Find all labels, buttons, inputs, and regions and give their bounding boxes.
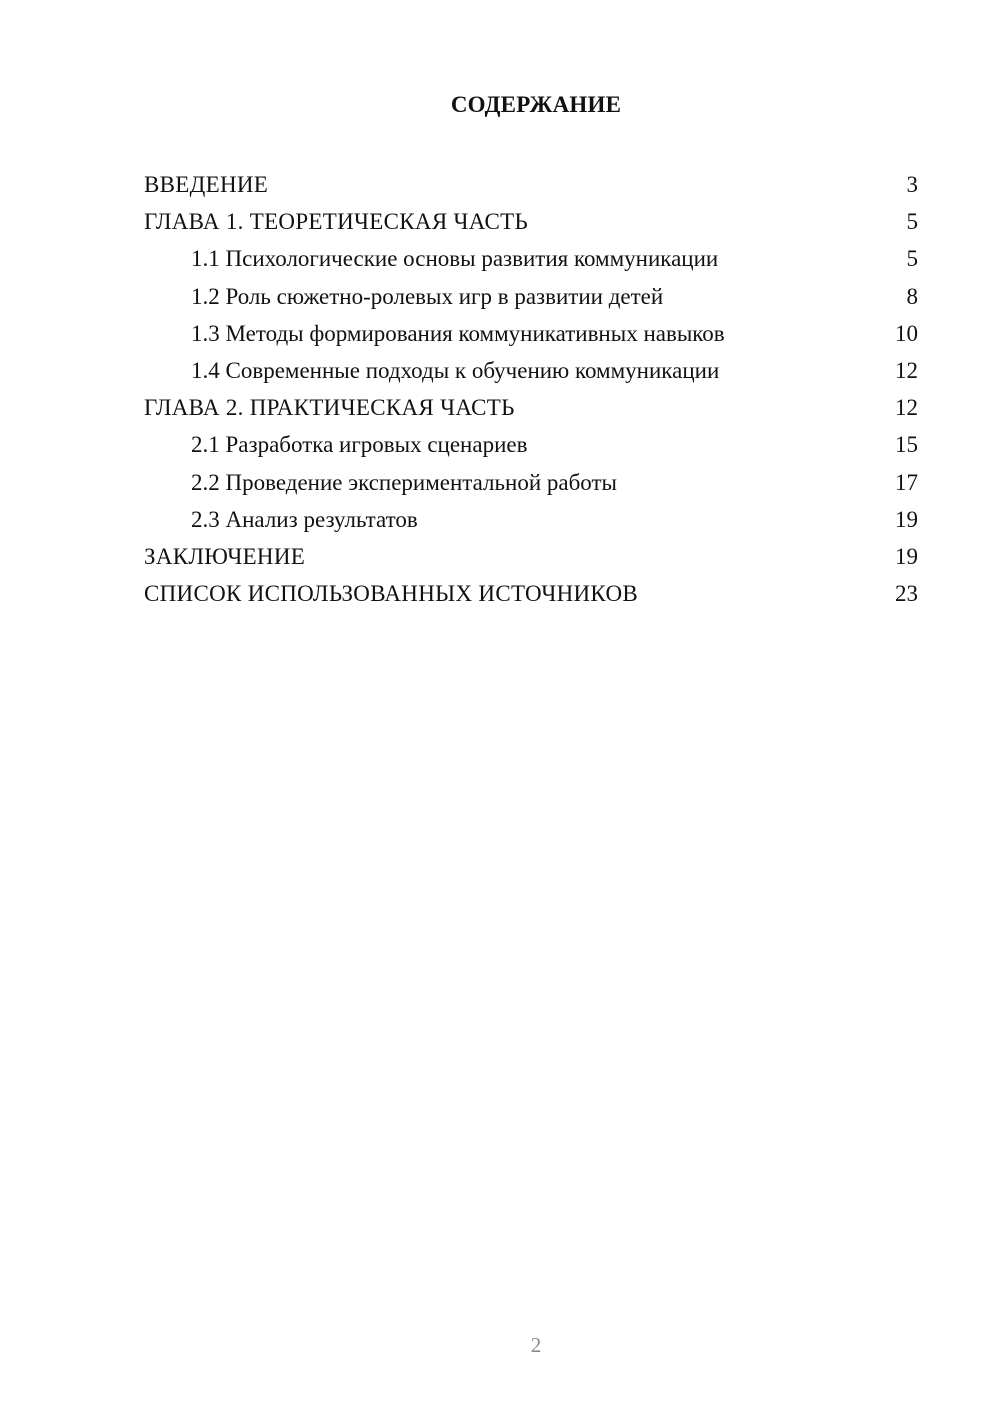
toc-entry-introduction	[144, 166, 918, 203]
page-title: СОДЕРЖАНИЕ	[450, 92, 622, 117]
toc-entry-section-1-4	[144, 352, 918, 389]
toc-entry-page: 19	[895, 543, 918, 569]
toc-entry-section-1-2	[144, 278, 918, 315]
toc-entry-chapter-2	[144, 389, 918, 426]
toc-entry-text: ГЛАВА 1. ТЕОРЕТИЧЕСКАЯ ЧАСТЬ	[144, 209, 529, 235]
toc-entry-page: 10	[895, 320, 918, 346]
toc-entry-section-2-3	[144, 501, 918, 538]
toc-entry-text: СПИСОК ИСПОЛЬЗОВАННЫХ ИСТОЧНИКОВ	[144, 581, 639, 607]
toc-entry-page: 19	[895, 506, 918, 532]
toc-entry-chapter-1	[144, 203, 918, 240]
toc-entry-page: 5	[906, 246, 918, 272]
toc-entry-page: 5	[906, 209, 918, 235]
toc-entry-text: ЗАКЛЮЧЕНИЕ	[144, 543, 306, 569]
table-of-contents	[144, 166, 918, 612]
toc-entry-conclusion	[144, 538, 918, 575]
toc-entry-text: 2.2 Проведение экспериментальной работы	[191, 469, 617, 495]
toc-entry-page: 23	[895, 581, 918, 607]
toc-entry-references	[144, 575, 918, 612]
toc-entry-section-2-1	[144, 426, 918, 463]
toc-entry-text: ВВЕДЕНИЕ	[144, 172, 269, 197]
toc-entry-page: 3	[906, 172, 918, 197]
toc-entry-text: 1.1 Психологические основы развития коммуникации	[191, 246, 719, 272]
toc-entry-text: 1.2 Роль сюжетно-ролевых игр в развитии детей	[191, 283, 664, 309]
toc-entry-section-1-3	[144, 315, 918, 352]
toc-entry-page: 17	[895, 469, 918, 495]
toc-entry-page: 12	[895, 395, 918, 421]
toc-entry-text: 2.3 Анализ результатов	[191, 506, 418, 532]
toc-entry-text: 1.3 Методы формирования коммуникативных навыков	[191, 320, 725, 346]
page-number: 2	[530, 1333, 542, 1357]
toc-entry-page: 15	[895, 432, 918, 458]
toc-entry-text: ГЛАВА 2. ПРАКТИЧЕСКАЯ ЧАСТЬ	[144, 395, 515, 421]
toc-entry-text: 1.4 Современные подходы к обучению коммуникации	[191, 357, 720, 383]
toc-entry-section-1-1	[144, 240, 918, 277]
toc-entry-page: 8	[906, 283, 918, 309]
toc-entry-section-2-2	[144, 464, 918, 501]
toc-entry-text: 2.1 Разработка игровых сценариев	[191, 432, 528, 458]
toc-entry-page: 12	[895, 357, 918, 383]
